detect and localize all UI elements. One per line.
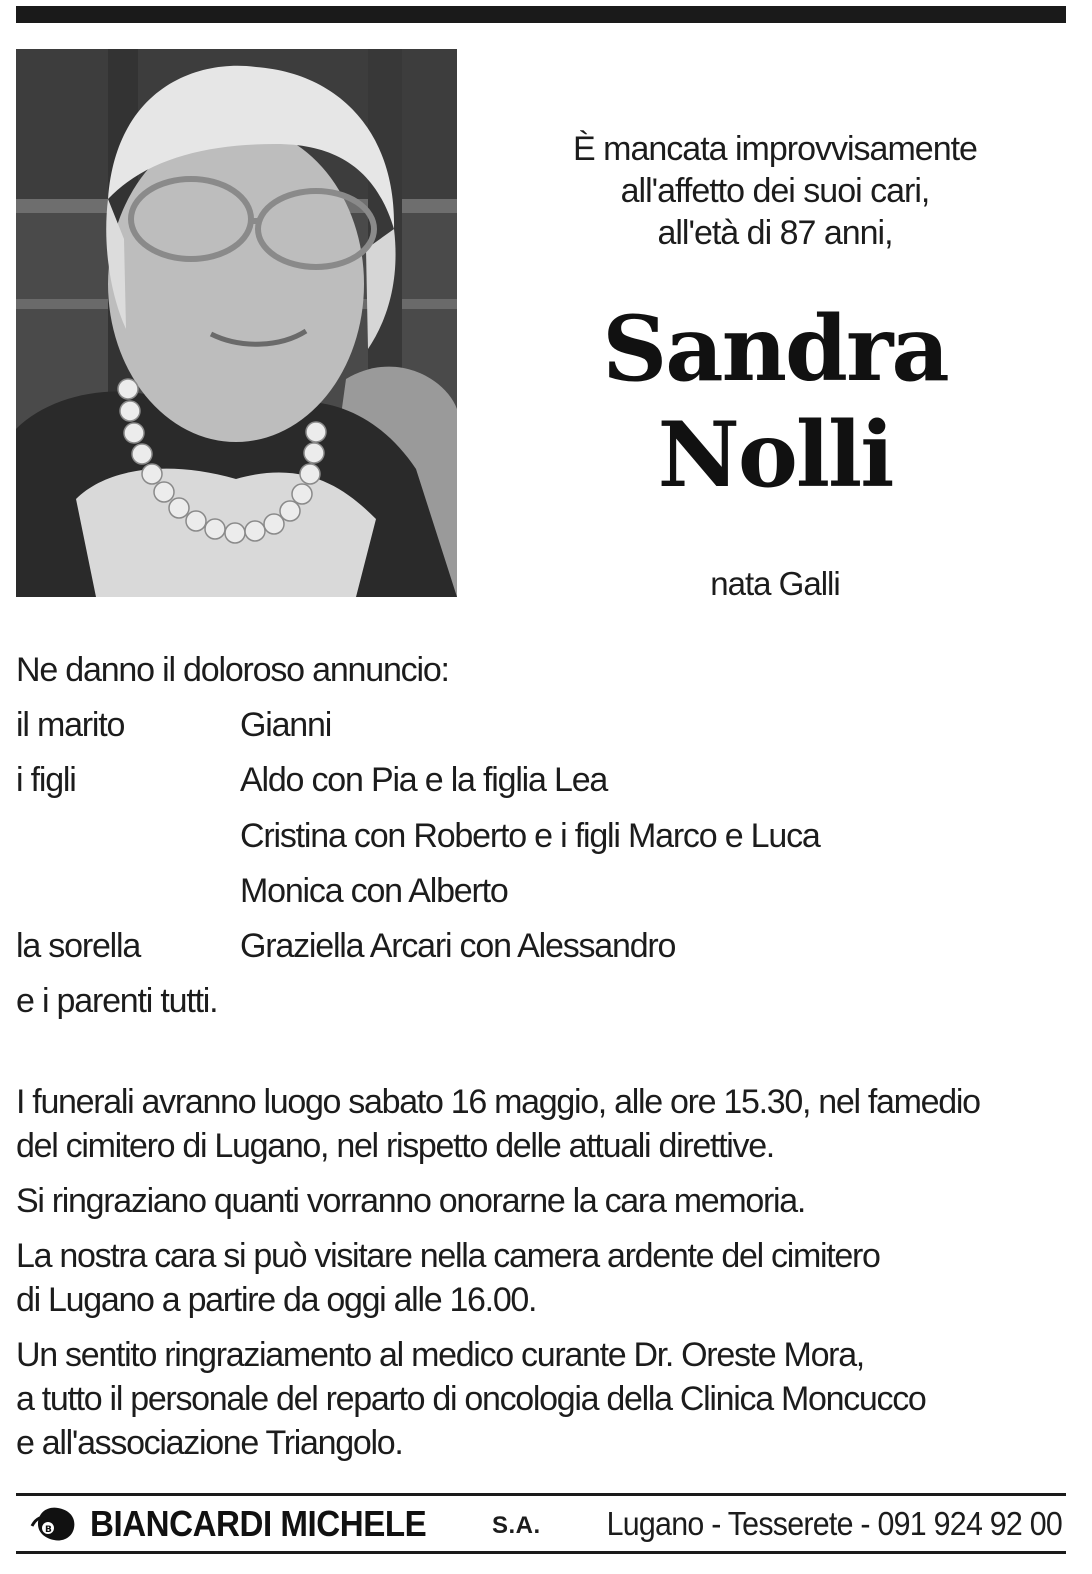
paragraph-line: La nostra cara si può visitare nella camera ardente del cimitero [16,1237,880,1275]
family-row [16,814,1076,869]
funeral-home-footer [16,1496,1066,1551]
company-name: BIANCARDI MICHELE [90,1503,427,1544]
deceased-first-name: Sandra [602,296,948,402]
family-names: Gianni [240,706,332,744]
notice-body [16,1080,1076,1476]
visitation-paragraph [16,1234,1076,1322]
contact-info: Lugano - Tesserete - 091 924 92 00 [606,1505,1062,1542]
family-list [16,703,1076,1035]
intro-text [480,128,1070,254]
family-names: Cristina con Roberto e i figli Marco e Luca [240,816,820,855]
announcement-heading: Ne danno il doloroso annuncio: [16,651,449,689]
paragraph-line: a tutto il personale del reparto di oncologia della Clinica Moncucco [16,1380,926,1418]
thanks-paragraph [16,1179,1076,1223]
deceased-name [480,296,1070,508]
portrait-photo [16,49,457,597]
footer-bottom-rule [16,1551,1066,1554]
family-names: Graziella Arcari con Alessandro [240,927,676,966]
intro-line-1: È mancata improvvisamente [573,130,977,168]
paragraph-line: Un sentito ringraziamento al medico curante Dr. Oreste Mora, [16,1336,864,1374]
family-role: il marito [16,706,125,744]
paragraph-line: Si ringraziano quanti vorranno onorarne la cara memoria. [16,1182,805,1220]
top-border-rule [16,6,1066,23]
family-row [16,869,1076,924]
paragraph-line: di Lugano a partire da oggi alle 16.00. [16,1281,537,1319]
funeral-home-logo-icon [30,1504,82,1544]
intro-line-3: all'età di 87 anni, [657,214,893,252]
family-role: e i parenti tutti. [16,982,218,1021]
paragraph-line: I funerali avranno luogo sabato 16 maggio, alle ore 15.30, nel famedio [16,1083,980,1121]
family-row [16,758,1076,813]
svg-text:B: B [45,1525,52,1535]
family-row [16,924,1076,979]
intro-line-2: all'affetto dei suoi cari, [620,172,930,210]
family-role: i figli [16,761,76,800]
family-role: la sorella [16,927,141,966]
family-names: Aldo con Pia e la figlia Lea [240,761,608,800]
family-names: Monica con Alberto [240,871,508,910]
paragraph-line: del cimitero di Lugano, nel rispetto delle attuali direttive. [16,1127,774,1165]
acknowledgement-paragraph [16,1333,1076,1465]
family-row [16,703,1076,758]
funeral-paragraph [16,1080,1076,1168]
family-row [16,979,1076,1034]
company-suffix: S.A. [492,1512,541,1539]
maiden-name: nata Galli [710,565,840,602]
portrait-image [16,49,457,597]
paragraph-line: e all'associazione Triangolo. [16,1424,403,1462]
deceased-last-name: Nolli [657,402,893,508]
